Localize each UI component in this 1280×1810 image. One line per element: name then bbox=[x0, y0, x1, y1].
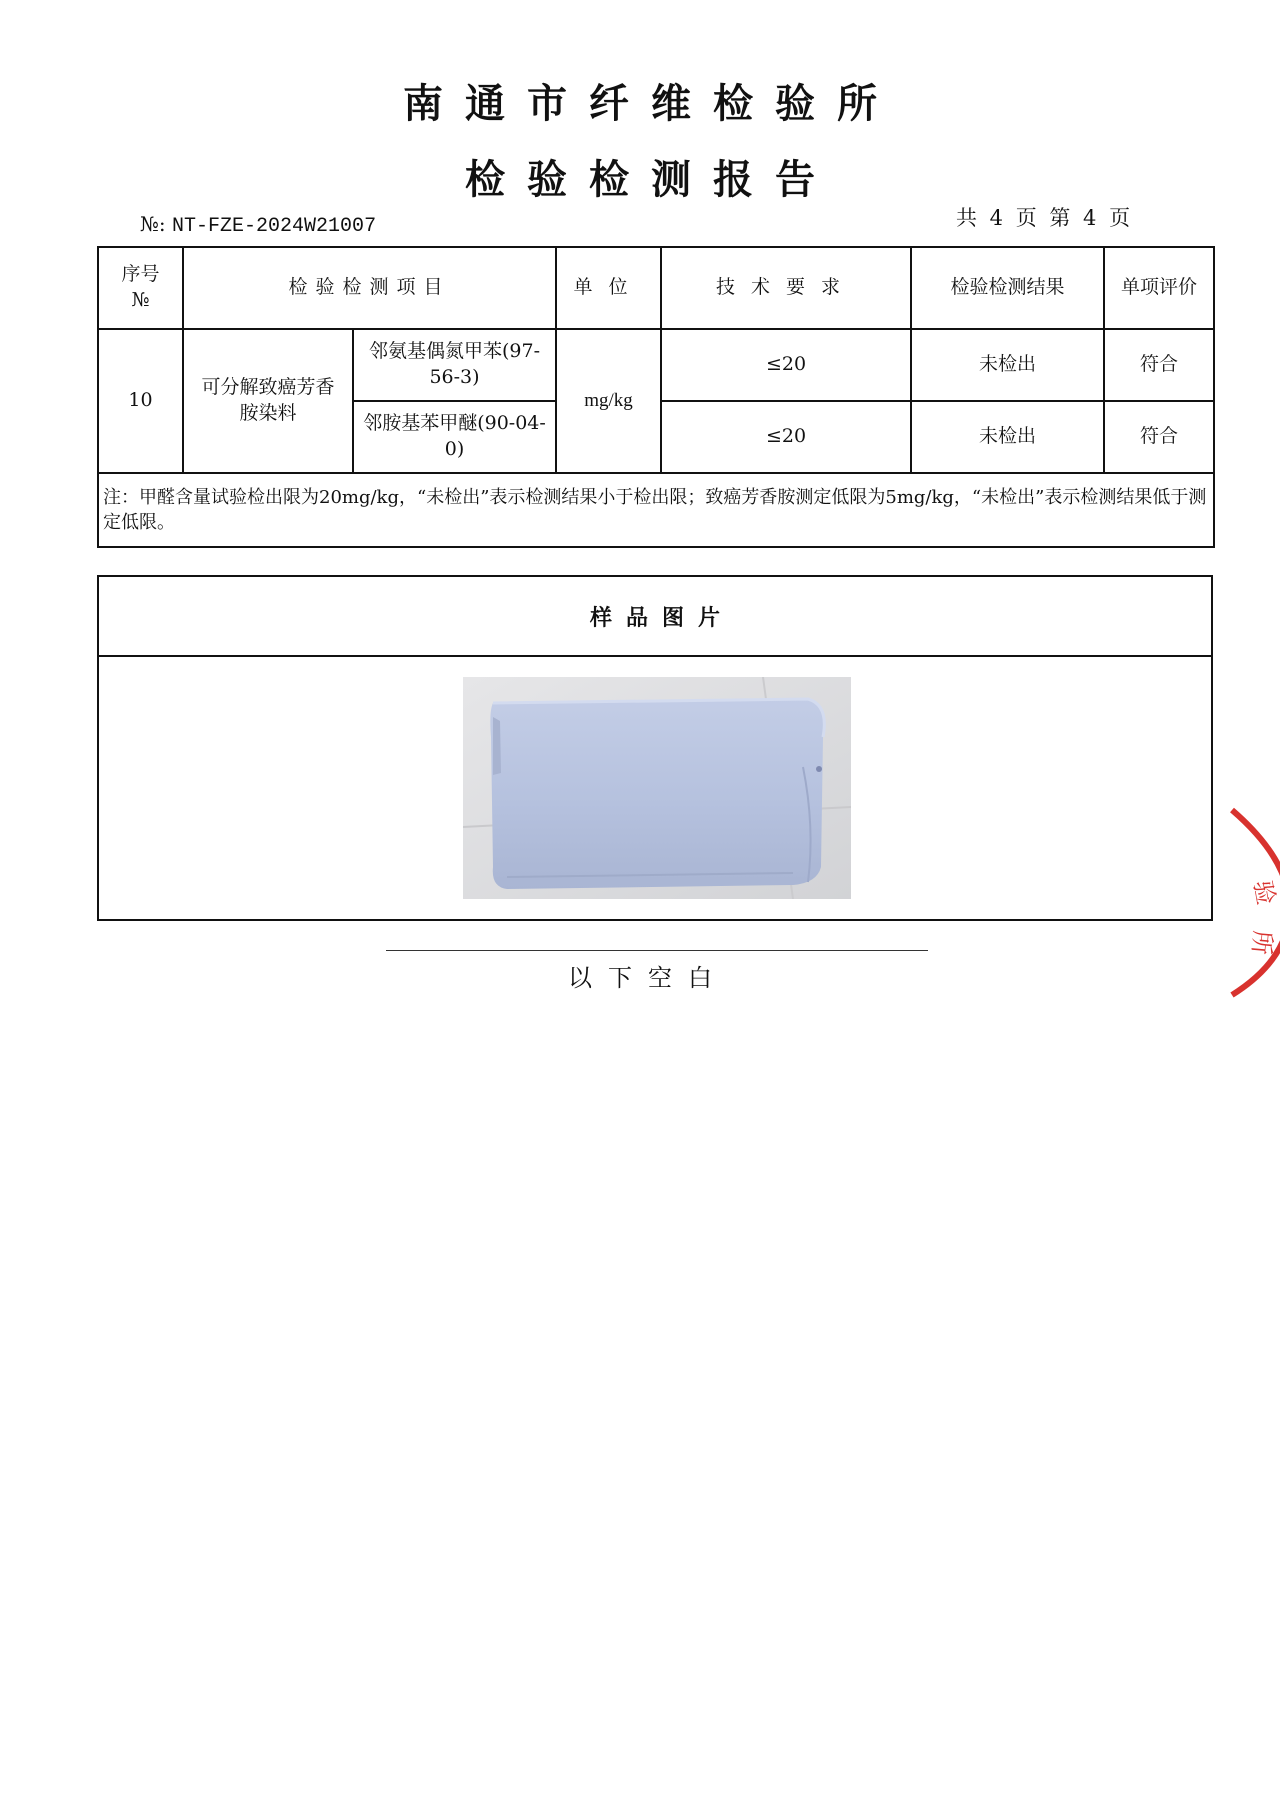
folded-fabric-image bbox=[463, 677, 851, 899]
header-result: 检验检测结果 bbox=[911, 247, 1104, 329]
table-row bbox=[98, 329, 1214, 401]
item-evaluation: 符合 bbox=[1104, 401, 1214, 473]
item-result: 未检出 bbox=[911, 401, 1104, 473]
org-title: 南通市纤维检验所 bbox=[403, 81, 899, 127]
header-evaluation: 单项评价 bbox=[1104, 247, 1214, 329]
group-category: 可分解致癌芳香胺染料 bbox=[183, 329, 353, 473]
report-number-prefix: №: bbox=[140, 212, 166, 236]
header-item: 检验检测项目 bbox=[183, 247, 556, 329]
header-requirement: 技术要求 bbox=[661, 247, 911, 329]
item-requirement: ≤20 bbox=[661, 401, 911, 473]
report-number-value: NT-FZE-2024W21007 bbox=[172, 215, 377, 238]
sample-photo bbox=[463, 677, 851, 899]
svg-text:所: 所 bbox=[1246, 929, 1277, 956]
header-seq-no: № bbox=[131, 289, 150, 311]
red-seal-stamp bbox=[1222, 800, 1280, 1000]
group-unit: mg/kg bbox=[556, 329, 661, 473]
item-requirement: ≤20 bbox=[661, 329, 911, 401]
item-evaluation: 符合 bbox=[1104, 329, 1214, 401]
header-unit: 单位 bbox=[556, 247, 661, 329]
table-header-row bbox=[98, 247, 1214, 329]
header-seq bbox=[98, 247, 183, 329]
item-name: 邻氨基偶氮甲苯(97-56-3) bbox=[353, 329, 556, 401]
page-info: 共 4 页 第 4 页 bbox=[956, 206, 1134, 230]
note-row bbox=[98, 473, 1214, 547]
end-of-report-text: 以下空白 bbox=[568, 964, 728, 992]
table-note: 注：甲醛含量试验检出限为20mg/kg，“未检出”表示检测结果小于检出限；致癌芳香胺测定低限为5mg/kg，“未检出”表示检测结果低于测定低限。 bbox=[98, 473, 1214, 547]
end-divider bbox=[386, 950, 928, 951]
group-seq: 10 bbox=[98, 329, 183, 473]
item-result: 未检出 bbox=[911, 329, 1104, 401]
report-title: 检验检测报告 bbox=[465, 157, 837, 203]
sample-title: 样品图片 bbox=[99, 577, 1211, 657]
results-table bbox=[97, 246, 1215, 548]
svg-text:验: 验 bbox=[1248, 878, 1280, 907]
report-number bbox=[140, 212, 376, 238]
sample-section bbox=[97, 575, 1213, 921]
item-name: 邻胺基苯甲醚(90-04-0) bbox=[353, 401, 556, 473]
header-seq-label: 序号 bbox=[121, 263, 160, 286]
